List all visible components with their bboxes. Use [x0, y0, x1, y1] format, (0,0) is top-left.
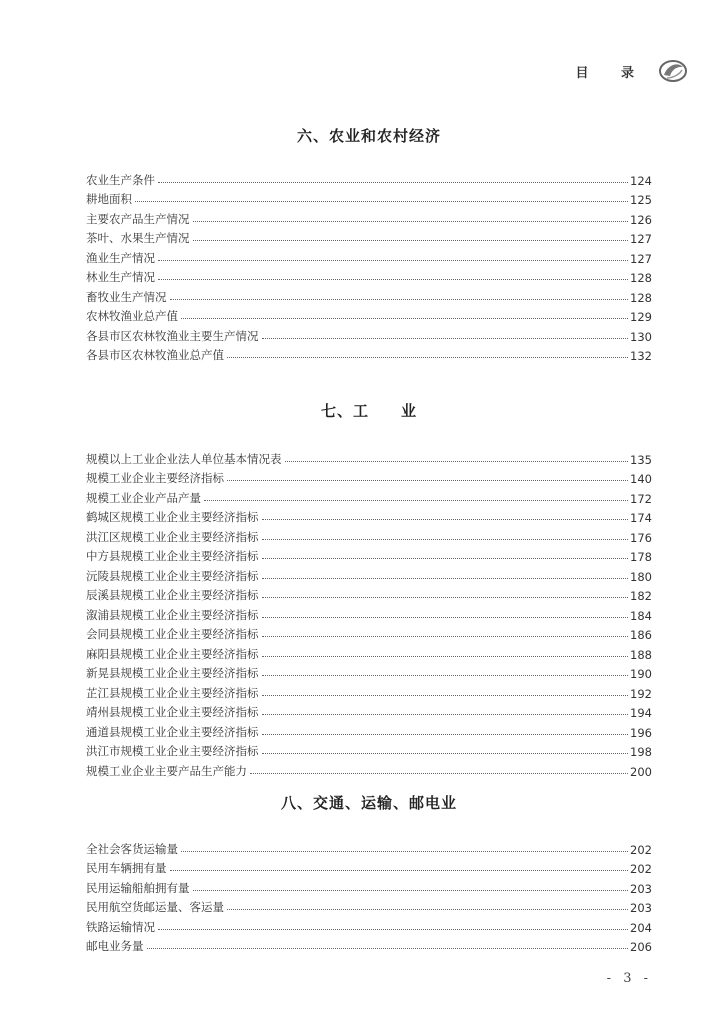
dot-leader: [147, 948, 629, 949]
toc-entry-page: 130: [630, 329, 652, 344]
toc-list: [86, 837, 652, 954]
dot-leader: [227, 480, 628, 481]
dot-leader: [262, 636, 629, 637]
toc-entry-page: 132: [630, 349, 652, 363]
toc-entry[interactable]: [86, 246, 652, 266]
toc-entry-label: 茶叶、水果生产情况: [86, 231, 190, 245]
swirl-logo-icon: [658, 58, 688, 84]
toc-entry[interactable]: [86, 545, 652, 565]
toc-entry-label: 民用车辆拥有量: [86, 861, 167, 875]
toc-entry-label: 耕地面积: [86, 192, 132, 206]
toc-entry-page: 124: [630, 173, 652, 188]
toc-entry[interactable]: [86, 603, 652, 623]
dot-leader: [250, 773, 628, 774]
toc-entry-page: 202: [630, 862, 652, 876]
toc-entry-page: 203: [630, 901, 652, 915]
toc-entry-page: 188: [630, 647, 652, 662]
toc-entry-page: 176: [630, 530, 652, 545]
dot-leader: [262, 714, 629, 715]
toc-entry-page: 200: [630, 764, 652, 779]
toc-entry-label: 辰溪县规模工业企业主要经济指标: [86, 588, 259, 602]
toc-entry[interactable]: [86, 935, 652, 955]
toc-entry-page: 128: [630, 290, 652, 305]
toc-entry-page: 174: [630, 511, 652, 525]
toc-entry-page: 184: [630, 608, 652, 623]
toc-entry[interactable]: [86, 168, 652, 188]
toc-entry-label: 规模工业企业主要经济指标: [86, 471, 224, 485]
dot-leader: [262, 558, 629, 559]
toc-entry-label: 铁路运输情况: [86, 919, 155, 934]
toc-entry[interactable]: [86, 642, 652, 662]
toc-entry[interactable]: [86, 447, 652, 467]
toc-entry[interactable]: [86, 188, 652, 208]
dot-leader: [262, 519, 629, 520]
toc-entry[interactable]: [86, 266, 652, 286]
dot-leader: [285, 461, 629, 462]
toc-entry-label: 新晃县规模工业企业主要经济指标: [86, 666, 259, 680]
toc-entry[interactable]: [86, 324, 652, 344]
toc-entry-label: 民用航空货邮运量、客运量: [86, 900, 224, 914]
toc-entry-label: 农林牧渔业总产值: [86, 309, 178, 323]
toc-entry-page: 206: [630, 940, 652, 954]
dot-leader: [193, 240, 629, 241]
toc-entry[interactable]: [86, 857, 652, 877]
toc-entry-page: 198: [630, 745, 652, 759]
toc-entry-page: 127: [630, 251, 652, 266]
toc-entry-label: 靖州县规模工业企业主要经济指标: [86, 705, 259, 719]
section-industry: [86, 400, 652, 779]
toc-entry-label: 规模工业企业产品产量: [86, 490, 201, 505]
toc-entry[interactable]: [86, 525, 652, 545]
page-number: - 3 -: [606, 971, 652, 986]
toc-entry[interactable]: [86, 662, 652, 682]
toc-entry-label: 全社会客货运输量: [86, 841, 178, 856]
toc-entry[interactable]: [86, 207, 652, 227]
toc-entry-page: 190: [630, 667, 652, 681]
toc-entry[interactable]: [86, 305, 652, 325]
dot-leader: [262, 695, 629, 696]
toc-entry-label: 洪江区规模工业企业主要经济指标: [86, 529, 259, 544]
dot-leader: [170, 870, 629, 871]
section-agriculture: [86, 125, 652, 363]
toc-entry-label: 会同县规模工业企业主要经济指标: [86, 627, 259, 641]
toc-entry-label: 农业生产条件: [86, 172, 155, 187]
dot-leader: [262, 539, 629, 540]
dot-leader: [262, 617, 629, 618]
toc-entry-page: 192: [630, 686, 652, 701]
toc-entry-label: 主要农产品生产情况: [86, 211, 190, 226]
toc-entry[interactable]: [86, 467, 652, 487]
toc-entry[interactable]: [86, 701, 652, 721]
toc-entry[interactable]: [86, 486, 652, 506]
toc-entry-label: 规模以上工业企业法人单位基本情况表: [86, 451, 282, 466]
toc-entry-label: 民用运输船舶拥有量: [86, 880, 190, 895]
toc-entry[interactable]: [86, 344, 652, 364]
section-transport: [86, 792, 652, 954]
toc-entry-page: 172: [630, 491, 652, 506]
dot-leader: [262, 656, 629, 657]
toc-entry-page: 127: [630, 232, 652, 246]
toc-entry[interactable]: [86, 564, 652, 584]
toc-entry-page: 182: [630, 589, 652, 603]
toc-entry[interactable]: [86, 720, 652, 740]
dot-leader: [181, 318, 628, 319]
dot-leader: [193, 221, 629, 222]
toc-entry-page: 128: [630, 271, 652, 285]
header-title: 目 录: [575, 65, 648, 81]
dot-leader: [181, 851, 628, 852]
dot-leader: [158, 182, 628, 183]
toc-entry-label: 林业生产情况: [86, 270, 155, 284]
section-title: 六、农业和农村经济: [296, 127, 441, 145]
dot-leader: [204, 500, 628, 501]
toc-entry-page: 125: [630, 193, 652, 207]
toc-entry-page: 202: [630, 842, 652, 857]
toc-entry-label: 邮电业务量: [86, 939, 144, 953]
toc-entry-page: 194: [630, 706, 652, 720]
toc-entry-label: 鹤城区规模工业企业主要经济指标: [86, 510, 259, 524]
toc-entry[interactable]: [86, 285, 652, 305]
toc-list: [86, 447, 652, 779]
toc-entry-label: 通道县规模工业企业主要经济指标: [86, 724, 259, 739]
dot-leader: [227, 909, 628, 910]
toc-entry[interactable]: [86, 740, 652, 760]
toc-entry[interactable]: [86, 837, 652, 857]
toc-entry[interactable]: [86, 915, 652, 935]
dot-leader: [193, 890, 629, 891]
toc-entry-label: 洪江市规模工业企业主要经济指标: [86, 744, 259, 758]
toc-entry-label: 畜牧业生产情况: [86, 289, 167, 304]
dot-leader: [170, 299, 629, 300]
toc-entry-label: 溆浦县规模工业企业主要经济指标: [86, 607, 259, 622]
page-header: [575, 58, 688, 84]
dot-leader: [158, 260, 628, 261]
section-title: 七、工 业: [320, 402, 417, 420]
dot-leader: [262, 338, 629, 339]
dot-leader: [135, 201, 628, 202]
toc-entry[interactable]: [86, 227, 652, 247]
toc-entry-page: 204: [630, 920, 652, 935]
toc-entry[interactable]: [86, 623, 652, 643]
toc-entry-page: 140: [630, 472, 652, 486]
toc-entry[interactable]: [86, 759, 652, 779]
toc-list: [86, 168, 652, 363]
toc-entry-label: 各县市区农林牧渔业主要生产情况: [86, 328, 259, 343]
toc-entry-label: 芷江县规模工业企业主要经济指标: [86, 685, 259, 700]
toc-entry-label: 规模工业企业主要产品生产能力: [86, 763, 247, 778]
toc-entry-page: 135: [630, 452, 652, 467]
dot-leader: [262, 578, 629, 579]
dot-leader: [227, 357, 628, 358]
toc-entry-page: 186: [630, 628, 652, 642]
section-title: 八、交通、运输、邮电业: [280, 794, 457, 812]
toc-entry-label: 渔业生产情况: [86, 250, 155, 265]
toc-entry-label: 中方县规模工业企业主要经济指标: [86, 549, 259, 563]
toc-entry-page: 180: [630, 569, 652, 584]
toc-entry[interactable]: [86, 681, 652, 701]
dot-leader: [158, 929, 628, 930]
toc-entry-label: 沅陵县规模工业企业主要经济指标: [86, 568, 259, 583]
toc-entry-page: 196: [630, 725, 652, 740]
dot-leader: [262, 597, 629, 598]
toc-entry[interactable]: [86, 896, 652, 916]
toc-entry[interactable]: [86, 506, 652, 526]
dot-leader: [262, 734, 629, 735]
toc-entry-label: 麻阳县规模工业企业主要经济指标: [86, 646, 259, 661]
toc-entry-page: 178: [630, 550, 652, 564]
dot-leader: [158, 279, 628, 280]
dot-leader: [262, 675, 629, 676]
toc-entry-label: 各县市区农林牧渔业总产值: [86, 348, 224, 362]
toc-entry[interactable]: [86, 584, 652, 604]
toc-entry-page: 203: [630, 881, 652, 896]
toc-entry[interactable]: [86, 876, 652, 896]
toc-entry-page: 129: [630, 310, 652, 324]
toc-entry-page: 126: [630, 212, 652, 227]
dot-leader: [262, 753, 629, 754]
